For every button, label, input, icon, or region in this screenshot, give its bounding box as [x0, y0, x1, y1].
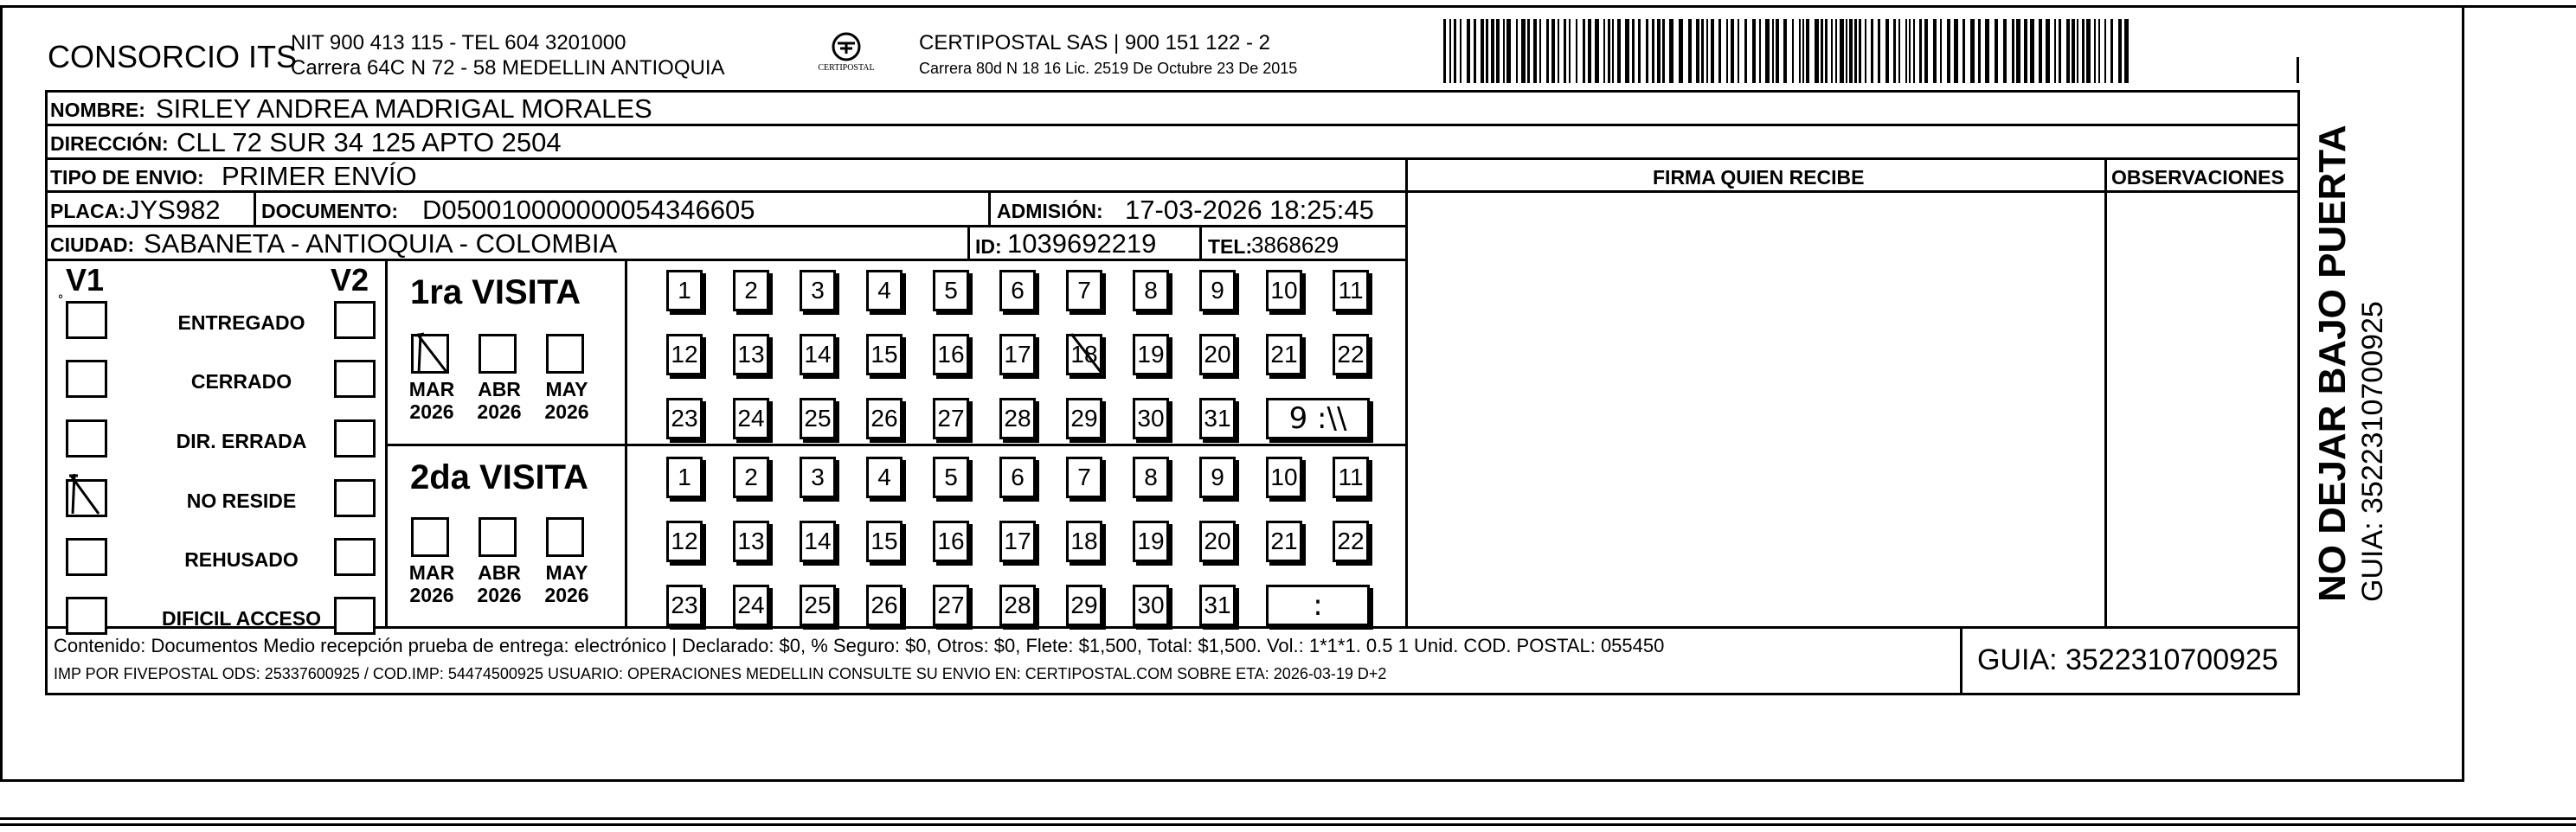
top-tick: [2297, 57, 2299, 83]
day-box[interactable]: 25: [800, 398, 836, 439]
month-label: MAY: [545, 561, 588, 584]
v1-checkbox[interactable]: [66, 419, 107, 458]
footer-contents: Contenido: Documentos Medio recepción prueba de entrega: electrónico | Declarado: $0, % Seguro: $0, Otros: $0, Flete: $1,500, Total: $1,500. Vol.: 1*1*1. 0.5 1 Unid. COD. POSTAL: 055450: [54, 635, 1665, 656]
day-box[interactable]: 4: [866, 457, 903, 498]
tel-value: 3868629: [1251, 232, 1339, 258]
day-box[interactable]: 26: [866, 585, 903, 626]
month-label: ABR: [478, 561, 521, 584]
v1-label: V1: [66, 262, 105, 298]
day-box[interactable]: 31: [1199, 398, 1236, 439]
day-box[interactable]: 31: [1199, 585, 1236, 626]
tel-label: TEL:: [1208, 235, 1253, 258]
bottom-rule-2: [0, 823, 2576, 826]
courier-line: CERTIPOSTAL SAS | 900 151 122 - 2: [919, 31, 1270, 54]
no-reside-mark-icon: [61, 470, 112, 519]
month-year: 2026: [409, 584, 454, 606]
state-label: ENTREGADO: [177, 311, 305, 334]
day-box[interactable]: 20: [1199, 334, 1236, 375]
day-box[interactable]: 23: [666, 585, 703, 626]
day-box[interactable]: 27: [933, 585, 969, 626]
month-year: 2026: [409, 400, 454, 423]
row-line-5: [45, 259, 1407, 261]
day-box[interactable]: 8: [1133, 457, 1169, 498]
nombre-label: NOMBRE:: [50, 99, 145, 121]
day-box[interactable]: 13: [733, 334, 769, 375]
day-box[interactable]: 16: [933, 521, 969, 562]
placa-value: JYS982: [126, 195, 221, 225]
state-label: DIR. ERRADA: [176, 430, 307, 452]
month-checkbox[interactable]: [479, 517, 517, 557]
month-label: MAY: [545, 378, 588, 400]
day-box[interactable]: 30: [1133, 585, 1169, 626]
day-box[interactable]: 4: [866, 270, 903, 311]
state-label: REHUSADO: [184, 548, 299, 571]
day-box[interactable]: 17: [999, 334, 1036, 375]
state-label: CERRADO: [190, 370, 292, 393]
month-year: 2026: [544, 400, 589, 423]
day-box[interactable]: 20: [1199, 521, 1236, 562]
day-box[interactable]: 14: [800, 521, 836, 562]
admision-label: ADMISIÓN:: [997, 200, 1103, 222]
tipo-label: TIPO DE ENVIO:: [50, 166, 204, 189]
certipostal-logo: [812, 29, 881, 81]
time-box[interactable]: :: [1266, 585, 1370, 626]
documento-label: DOCUMENTO:: [261, 200, 399, 222]
v2-label: V2: [331, 262, 369, 298]
month-label: MAR: [408, 378, 455, 400]
side-warning: [2310, 125, 2390, 602]
day-box[interactable]: 22: [1333, 521, 1369, 562]
day-box[interactable]: 29: [1066, 398, 1102, 439]
day-box[interactable]: 5: [933, 270, 969, 311]
day-box[interactable]: 10: [1266, 270, 1302, 311]
month-checkbox[interactable]: [546, 334, 584, 374]
company-address: Carrera 64C N 72 - 58 MEDELLIN ANTIOQUIA: [291, 56, 725, 80]
state-label: NO RESIDE: [186, 490, 297, 512]
month-year: 2026: [544, 584, 589, 606]
day-box[interactable]: 19: [1133, 521, 1169, 562]
time-box[interactable]: 9 :\\: [1266, 398, 1370, 439]
ciudad-label: CIUDAD:: [50, 234, 135, 256]
v2-checkbox[interactable]: [334, 301, 376, 339]
tipo-value: PRIMER ENVÍO: [222, 161, 417, 191]
month-label: MAR: [408, 561, 455, 584]
documento-value: D050010000000054346605: [422, 195, 755, 225]
admision-value: 17-03-2026 18:25:45: [1125, 195, 1374, 225]
day-box[interactable]: 8: [1133, 270, 1169, 311]
day-box[interactable]: 28: [999, 398, 1036, 439]
firma-divider: [1405, 157, 1408, 626]
placa-label: PLACA:: [50, 200, 125, 222]
footer-guia: GUIA: 3522310700925: [1977, 643, 2278, 676]
day-box[interactable]: 2: [733, 270, 769, 311]
firma-label: FIRMA QUIEN RECIBE: [1653, 166, 1865, 189]
month-checkbox[interactable]: [411, 517, 449, 557]
v2-checkbox[interactable]: [334, 538, 376, 576]
day-box[interactable]: 2: [733, 457, 769, 498]
day-box[interactable]: 5: [933, 457, 969, 498]
day-box[interactable]: 6: [999, 457, 1036, 498]
day-box[interactable]: 29: [1066, 585, 1102, 626]
logo-icon: [812, 29, 881, 81]
day-box[interactable]: 6: [999, 270, 1036, 311]
id-value: 1039692219: [1007, 228, 1157, 259]
day-box[interactable]: 17: [999, 521, 1036, 562]
month-year: 2026: [477, 400, 522, 423]
v2-checkbox[interactable]: [334, 360, 376, 398]
nombre-value: SIRLEY ANDREA MADRIGAL MORALES: [156, 93, 652, 124]
day-box[interactable]: 1: [666, 270, 703, 311]
v1-checkbox[interactable]: [66, 301, 107, 339]
day-box[interactable]: 12: [666, 334, 703, 375]
day-box[interactable]: 7: [1066, 270, 1102, 311]
day-box[interactable]: 21: [1266, 334, 1302, 375]
no-dejar-bajo-puerta: NO DEJAR BAJO PUERTA: [2311, 125, 2354, 602]
v2-checkbox[interactable]: [334, 419, 376, 458]
second-visit-title: 2da VISITA: [410, 458, 588, 496]
id-divider: [967, 225, 970, 259]
day-box[interactable]: 18: [1066, 521, 1102, 562]
day-box[interactable]: 19: [1133, 334, 1169, 375]
day-box[interactable]: 28: [999, 585, 1036, 626]
first-visit-title: 1ra VISITA: [410, 273, 581, 311]
month-checkbox[interactable]: [479, 334, 517, 374]
day-box[interactable]: 21: [1266, 521, 1302, 562]
top-rule-right: [2464, 5, 2576, 8]
day-box[interactable]: 11: [1333, 457, 1369, 498]
side-guia: GUIA: 3522310700925: [2356, 301, 2389, 602]
observaciones-label: OBSERVACIONES: [2111, 166, 2284, 189]
day-box[interactable]: 30: [1133, 398, 1169, 439]
courier-address: Carrera 80d N 18 16 Lic. 2519 De Octubre 23 De 2015: [919, 60, 1298, 77]
obs-divider: [2104, 157, 2107, 626]
day-box[interactable]: 23: [666, 398, 703, 439]
month-mark-icon: [408, 329, 457, 377]
direccion-label: DIRECCIÓN:: [50, 132, 169, 155]
day-mark-icon: [1064, 330, 1108, 375]
day-box[interactable]: 3: [800, 270, 836, 311]
footer-guia-divider: [1960, 626, 1963, 695]
day-box[interactable]: 3: [800, 457, 836, 498]
day-box[interactable]: 13: [733, 521, 769, 562]
footer-imp: IMP POR FIVEPOSTAL ODS: 25337600925 / COD.IMP: 54474500925 USUARIO: OPERACIONES MEDELLIN CONSULTE SU ENVIO EN: CERTIPOSTAL.COM SOBRE ETA: 2026-03-19 D+2: [54, 665, 1387, 682]
month-label: ABR: [478, 378, 521, 400]
placa-divider: [254, 190, 256, 225]
day-box[interactable]: 7: [1066, 457, 1102, 498]
states-divider: [385, 259, 388, 626]
row-line-4: [45, 225, 1407, 227]
state-label: DIFICIL ACCESO: [161, 607, 321, 630]
admision-divider: [988, 190, 991, 225]
day-box[interactable]: 22: [1333, 334, 1369, 375]
row-line-2: [45, 157, 2300, 160]
v1-checkbox[interactable]: [66, 538, 107, 576]
logo-text: CERTIPOSTAL: [818, 63, 875, 73]
day-box[interactable]: 24: [733, 585, 769, 626]
company-name: CONSORCIO ITS: [48, 39, 298, 74]
day-box[interactable]: 14: [800, 334, 836, 375]
day-box[interactable]: 9: [1199, 457, 1236, 498]
id-label: ID:: [975, 235, 1002, 258]
v1-checkbox[interactable]: [66, 360, 107, 398]
day-box[interactable]: 1: [666, 457, 703, 498]
day-box[interactable]: 16: [933, 334, 969, 375]
day-box[interactable]: 15: [866, 521, 903, 562]
day-box[interactable]: 26: [866, 398, 903, 439]
day-box[interactable]: 9: [1199, 270, 1236, 311]
day-box[interactable]: 12: [666, 521, 703, 562]
day-box[interactable]: 27: [933, 398, 969, 439]
row-line-1: [45, 124, 2300, 126]
v2-checkbox[interactable]: [334, 597, 376, 635]
nit-line: NIT 900 413 115 - TEL 604 3201000: [291, 31, 626, 54]
v2-checkbox[interactable]: [334, 479, 376, 517]
v1-checkbox[interactable]: [66, 597, 107, 635]
check-mark: ˚: [57, 294, 64, 310]
day-box[interactable]: 25: [800, 585, 836, 626]
tel-divider: [1199, 225, 1202, 259]
day-box[interactable]: 24: [733, 398, 769, 439]
ciudad-value: SABANETA - ANTIOQUIA - COLOMBIA: [144, 228, 618, 259]
month-checkbox[interactable]: [546, 517, 584, 557]
day-box[interactable]: 10: [1266, 457, 1302, 498]
bottom-rule: [0, 817, 2576, 820]
visit-row-divider: [385, 444, 1406, 446]
month-year: 2026: [477, 584, 522, 606]
visit-divider: [625, 259, 627, 626]
barcode: [1443, 19, 2136, 83]
day-box[interactable]: 15: [866, 334, 903, 375]
direccion-value: CLL 72 SUR 34 125 APTO 2504: [177, 127, 562, 157]
day-box[interactable]: 18: [1066, 334, 1102, 375]
day-box[interactable]: 11: [1333, 270, 1369, 311]
